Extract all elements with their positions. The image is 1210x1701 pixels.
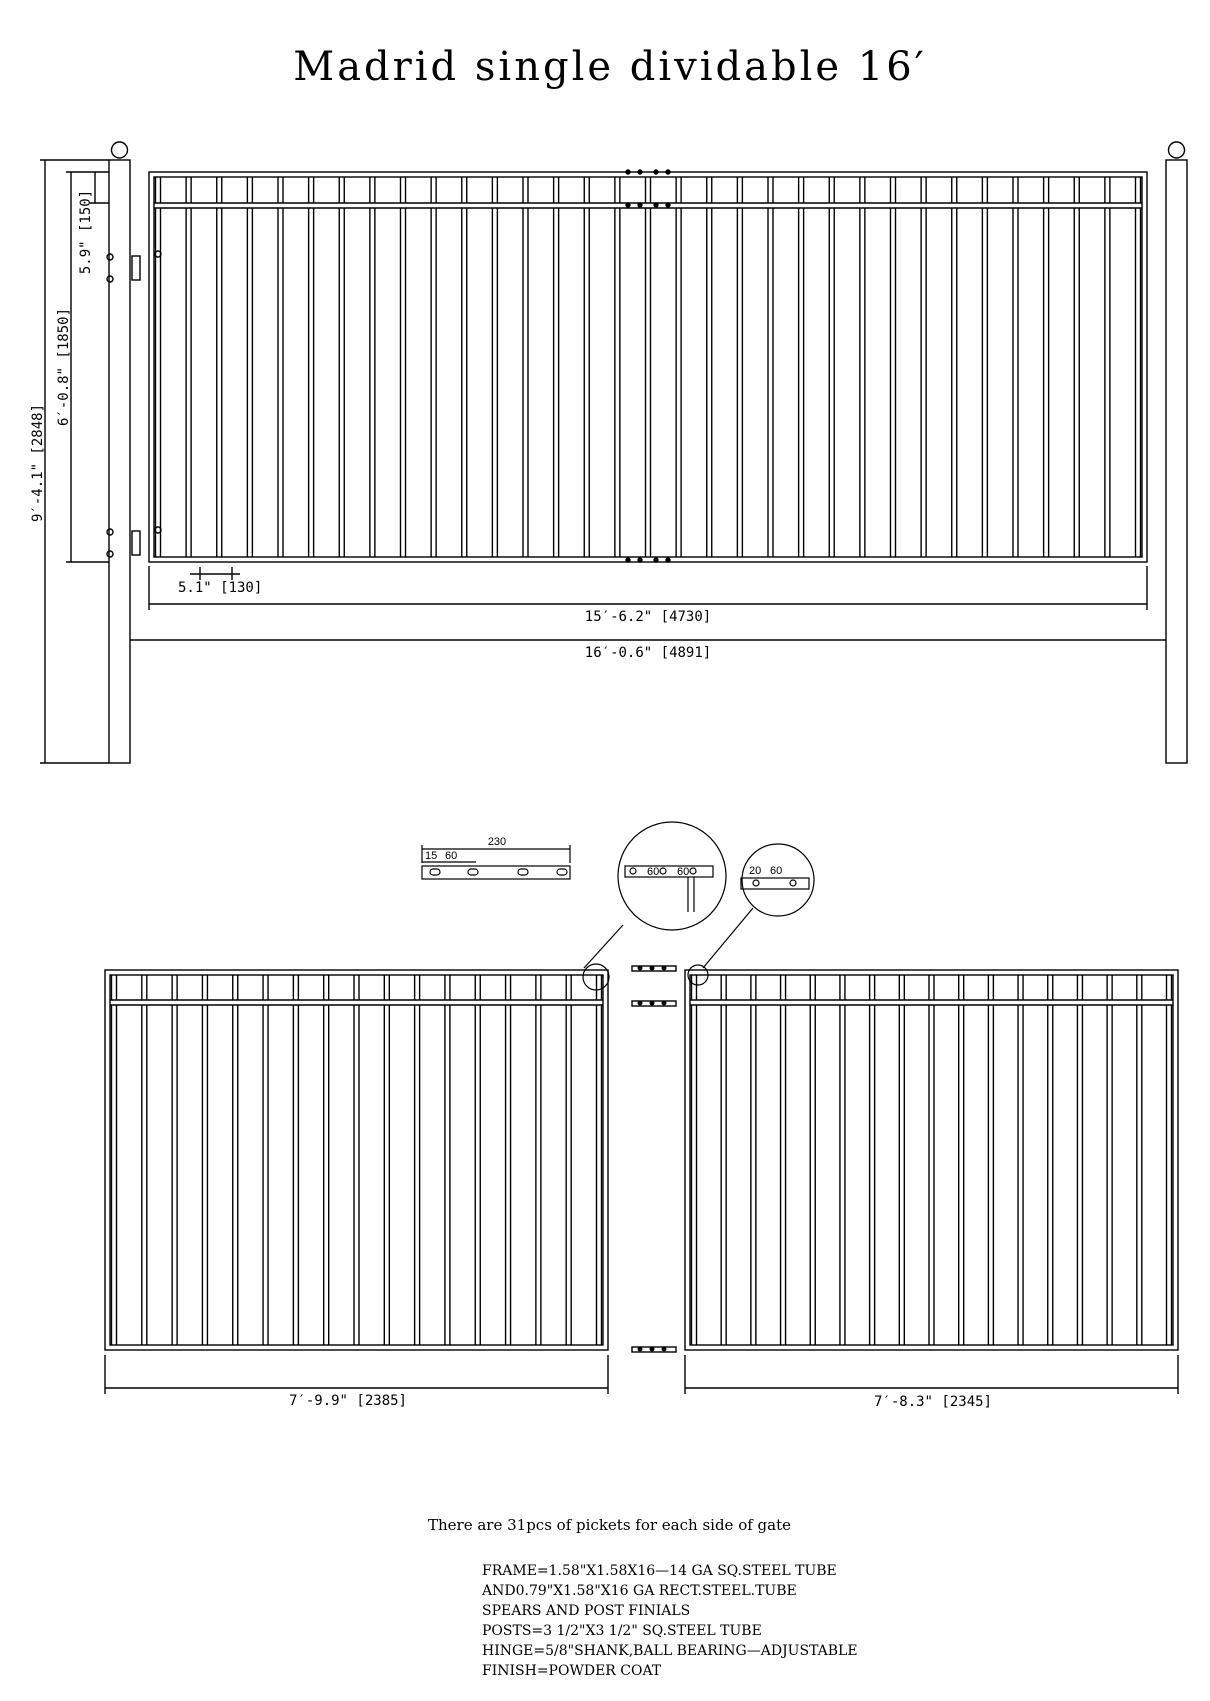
upper-pickets — [156, 177, 1141, 203]
spec-line: AND0.79"X1.58"X16 GA RECT.STEEL.TUBE — [482, 1583, 797, 1599]
gate-width-label: 15′-6.2" [4730] — [584, 609, 712, 625]
drawing-title: Madrid single dividable 16′ — [293, 44, 927, 90]
plate-slot — [468, 869, 478, 875]
plate-slot — [518, 869, 528, 875]
gate-height-label: 6′-0.8" [1850] — [56, 307, 72, 427]
main-pickets — [156, 208, 1141, 557]
large-detail-dim-2: 60 — [677, 866, 690, 878]
lower-hinge-bolt — [107, 551, 113, 557]
spec-line: FINISH=POWDER COAT — [482, 1663, 662, 1679]
center-connector-dots — [626, 170, 670, 562]
left-section-frame — [105, 970, 608, 1350]
plate-spacing-label: 60 — [445, 850, 458, 862]
left-main-pickets — [112, 1005, 602, 1345]
upper-hinge-bolt — [107, 254, 113, 260]
right-upper-pickets — [692, 975, 1172, 1000]
upper-hinge-bolt — [107, 276, 113, 282]
lower-hinge-bolt — [107, 529, 113, 535]
small-detail-dim-2: 60 — [770, 865, 783, 877]
plate-offset-label: 15 — [425, 850, 438, 862]
split-view — [105, 966, 1178, 1394]
small-detail-leader — [703, 908, 753, 968]
spec-line: SPEARS AND POST FINIALS — [482, 1603, 691, 1619]
left-post-finial — [112, 142, 128, 158]
gate-frame-inner — [154, 177, 1142, 557]
upper-hinge — [132, 256, 140, 280]
spec-list — [481, 1563, 858, 1679]
spec-line: HINGE=5/8"SHANK,BALL BEARING—ADJUSTABLE — [482, 1643, 858, 1659]
top-spacing-label: 5.9" [150] — [78, 189, 94, 275]
large-detail-leader — [584, 925, 623, 968]
lower-hinge — [132, 531, 140, 555]
right-main-pickets — [692, 1005, 1172, 1345]
plate-slot — [557, 869, 567, 875]
spec-line: FRAME=1.58"X1.58X16—14 GA SQ.STEEL TUBE — [482, 1563, 837, 1579]
small-detail-circle — [742, 844, 814, 916]
plate-length-label: 230 — [487, 836, 507, 848]
picket-spacing-label: 5.1" [130] — [178, 580, 263, 596]
small-detail-dim-1: 20 — [749, 865, 762, 877]
plate-slot — [430, 869, 440, 875]
elevation-view — [40, 142, 1187, 763]
large-detail-circle — [618, 822, 726, 930]
large-detail-dim-1: 60 — [647, 866, 660, 878]
right-post — [1166, 160, 1187, 763]
large-detail-callout — [583, 822, 726, 990]
overall-width-label: 16′-0.6" [4891] — [584, 645, 712, 661]
picket-count-note: There are 31pcs of pickets for each side of gate — [428, 1516, 791, 1534]
right-section-frame — [685, 970, 1178, 1350]
left-post — [109, 160, 130, 763]
right-post-finial — [1169, 142, 1185, 158]
right-section-width-label: 7′-8.3" [2345] — [873, 1394, 993, 1410]
spec-line: POSTS=3 1/2"X3 1/2" SQ.STEEL TUBE — [482, 1623, 762, 1639]
left-section-width-label: 7′-9.9" [2385] — [288, 1393, 408, 1409]
left-upper-pickets — [112, 975, 602, 1000]
total-height-label: 9′-4.1" [2848] — [30, 403, 46, 523]
connector-plate — [422, 866, 570, 879]
gate-frame — [149, 172, 1147, 562]
